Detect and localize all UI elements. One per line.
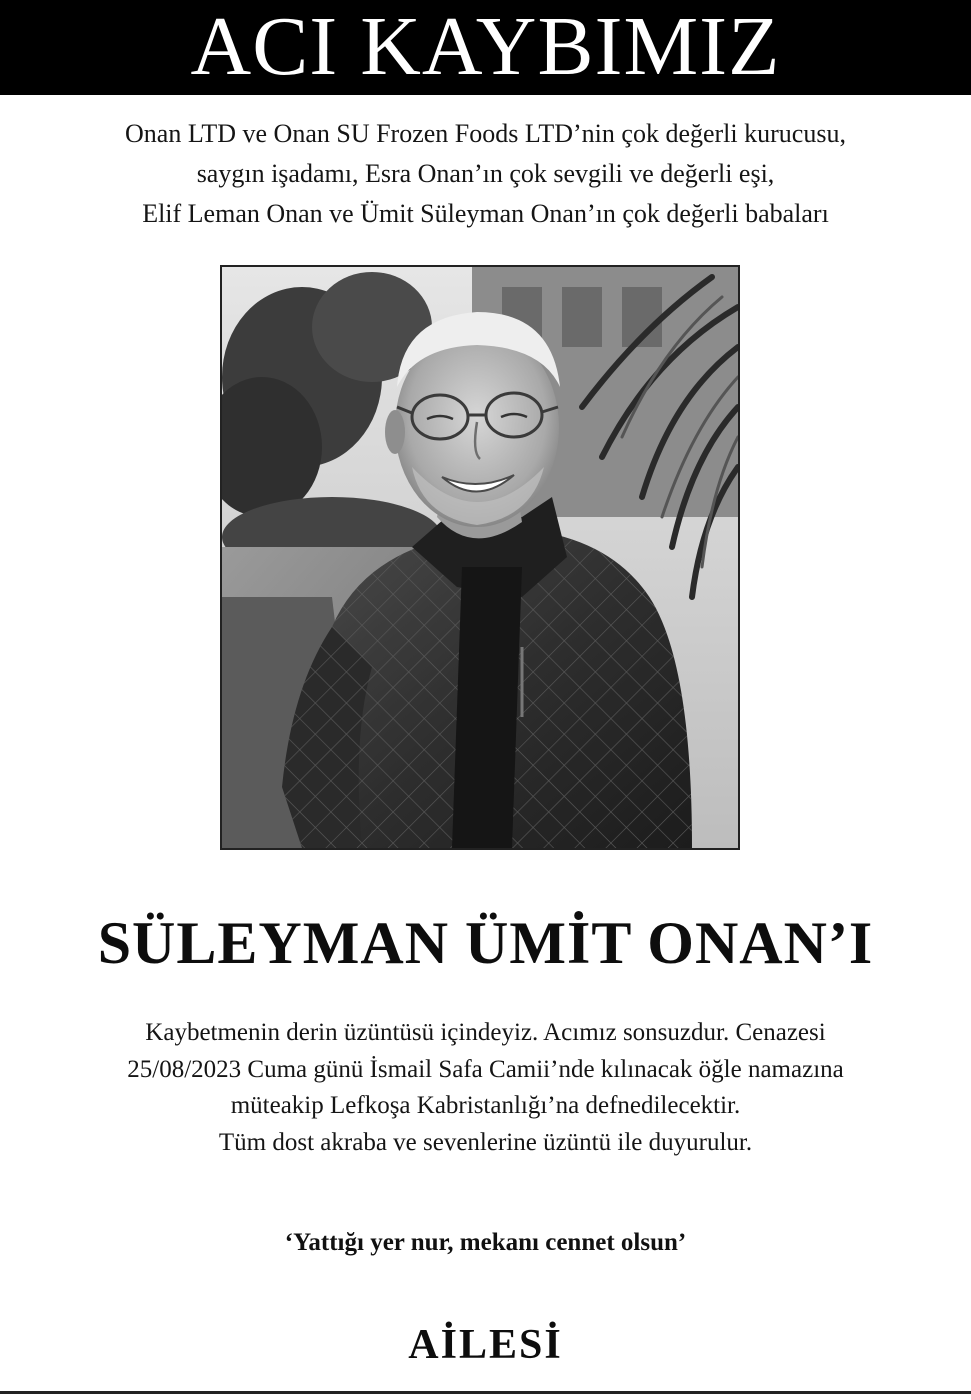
family-signature: AİLESİ (408, 1322, 563, 1368)
intro-line: Elif Leman Onan ve Ümit Süleyman Onan’ın çok değerli babaları (142, 199, 829, 228)
page-title: ACI KAYBIMIZ (190, 0, 781, 93)
intro-line: saygın işadamı, Esra Onan’ın çok sevgili ve değerli eşi, (196, 159, 775, 188)
announcement-paragraph (0, 1015, 971, 1161)
header-banner (0, 0, 971, 95)
deceased-name: SÜLEYMAN ÜMİT ONAN’I (97, 910, 874, 976)
announcement-line: 25/08/2023 Cuma günü İsmail Safa Camii’nde kılınacak öğle namazına (127, 1055, 844, 1083)
intro-line: Onan LTD ve Onan SU Frozen Foods LTD’nin çok değerli kurucusu, (125, 119, 846, 148)
bottom-divider (0, 1391, 971, 1394)
prayer-quote: ‘Yattığı yer nur, mekanı cennet olsun’ (284, 1229, 687, 1256)
portrait-photo (220, 265, 740, 850)
announcement-line: Tüm dost akraba ve sevenlerine üzüntü ile duyurulur. (218, 1128, 753, 1156)
portrait-photo-graphic (222, 267, 738, 848)
intro-paragraph (0, 114, 971, 234)
announcement-line: müteakip Lefkoşa Kabristanlığı’na defnedilecektir. (230, 1092, 741, 1119)
announcement-line: Kaybetmenin derin üzüntüsü içindeyiz. Acımız sonsuzdur. Cenazesi (145, 1019, 826, 1046)
